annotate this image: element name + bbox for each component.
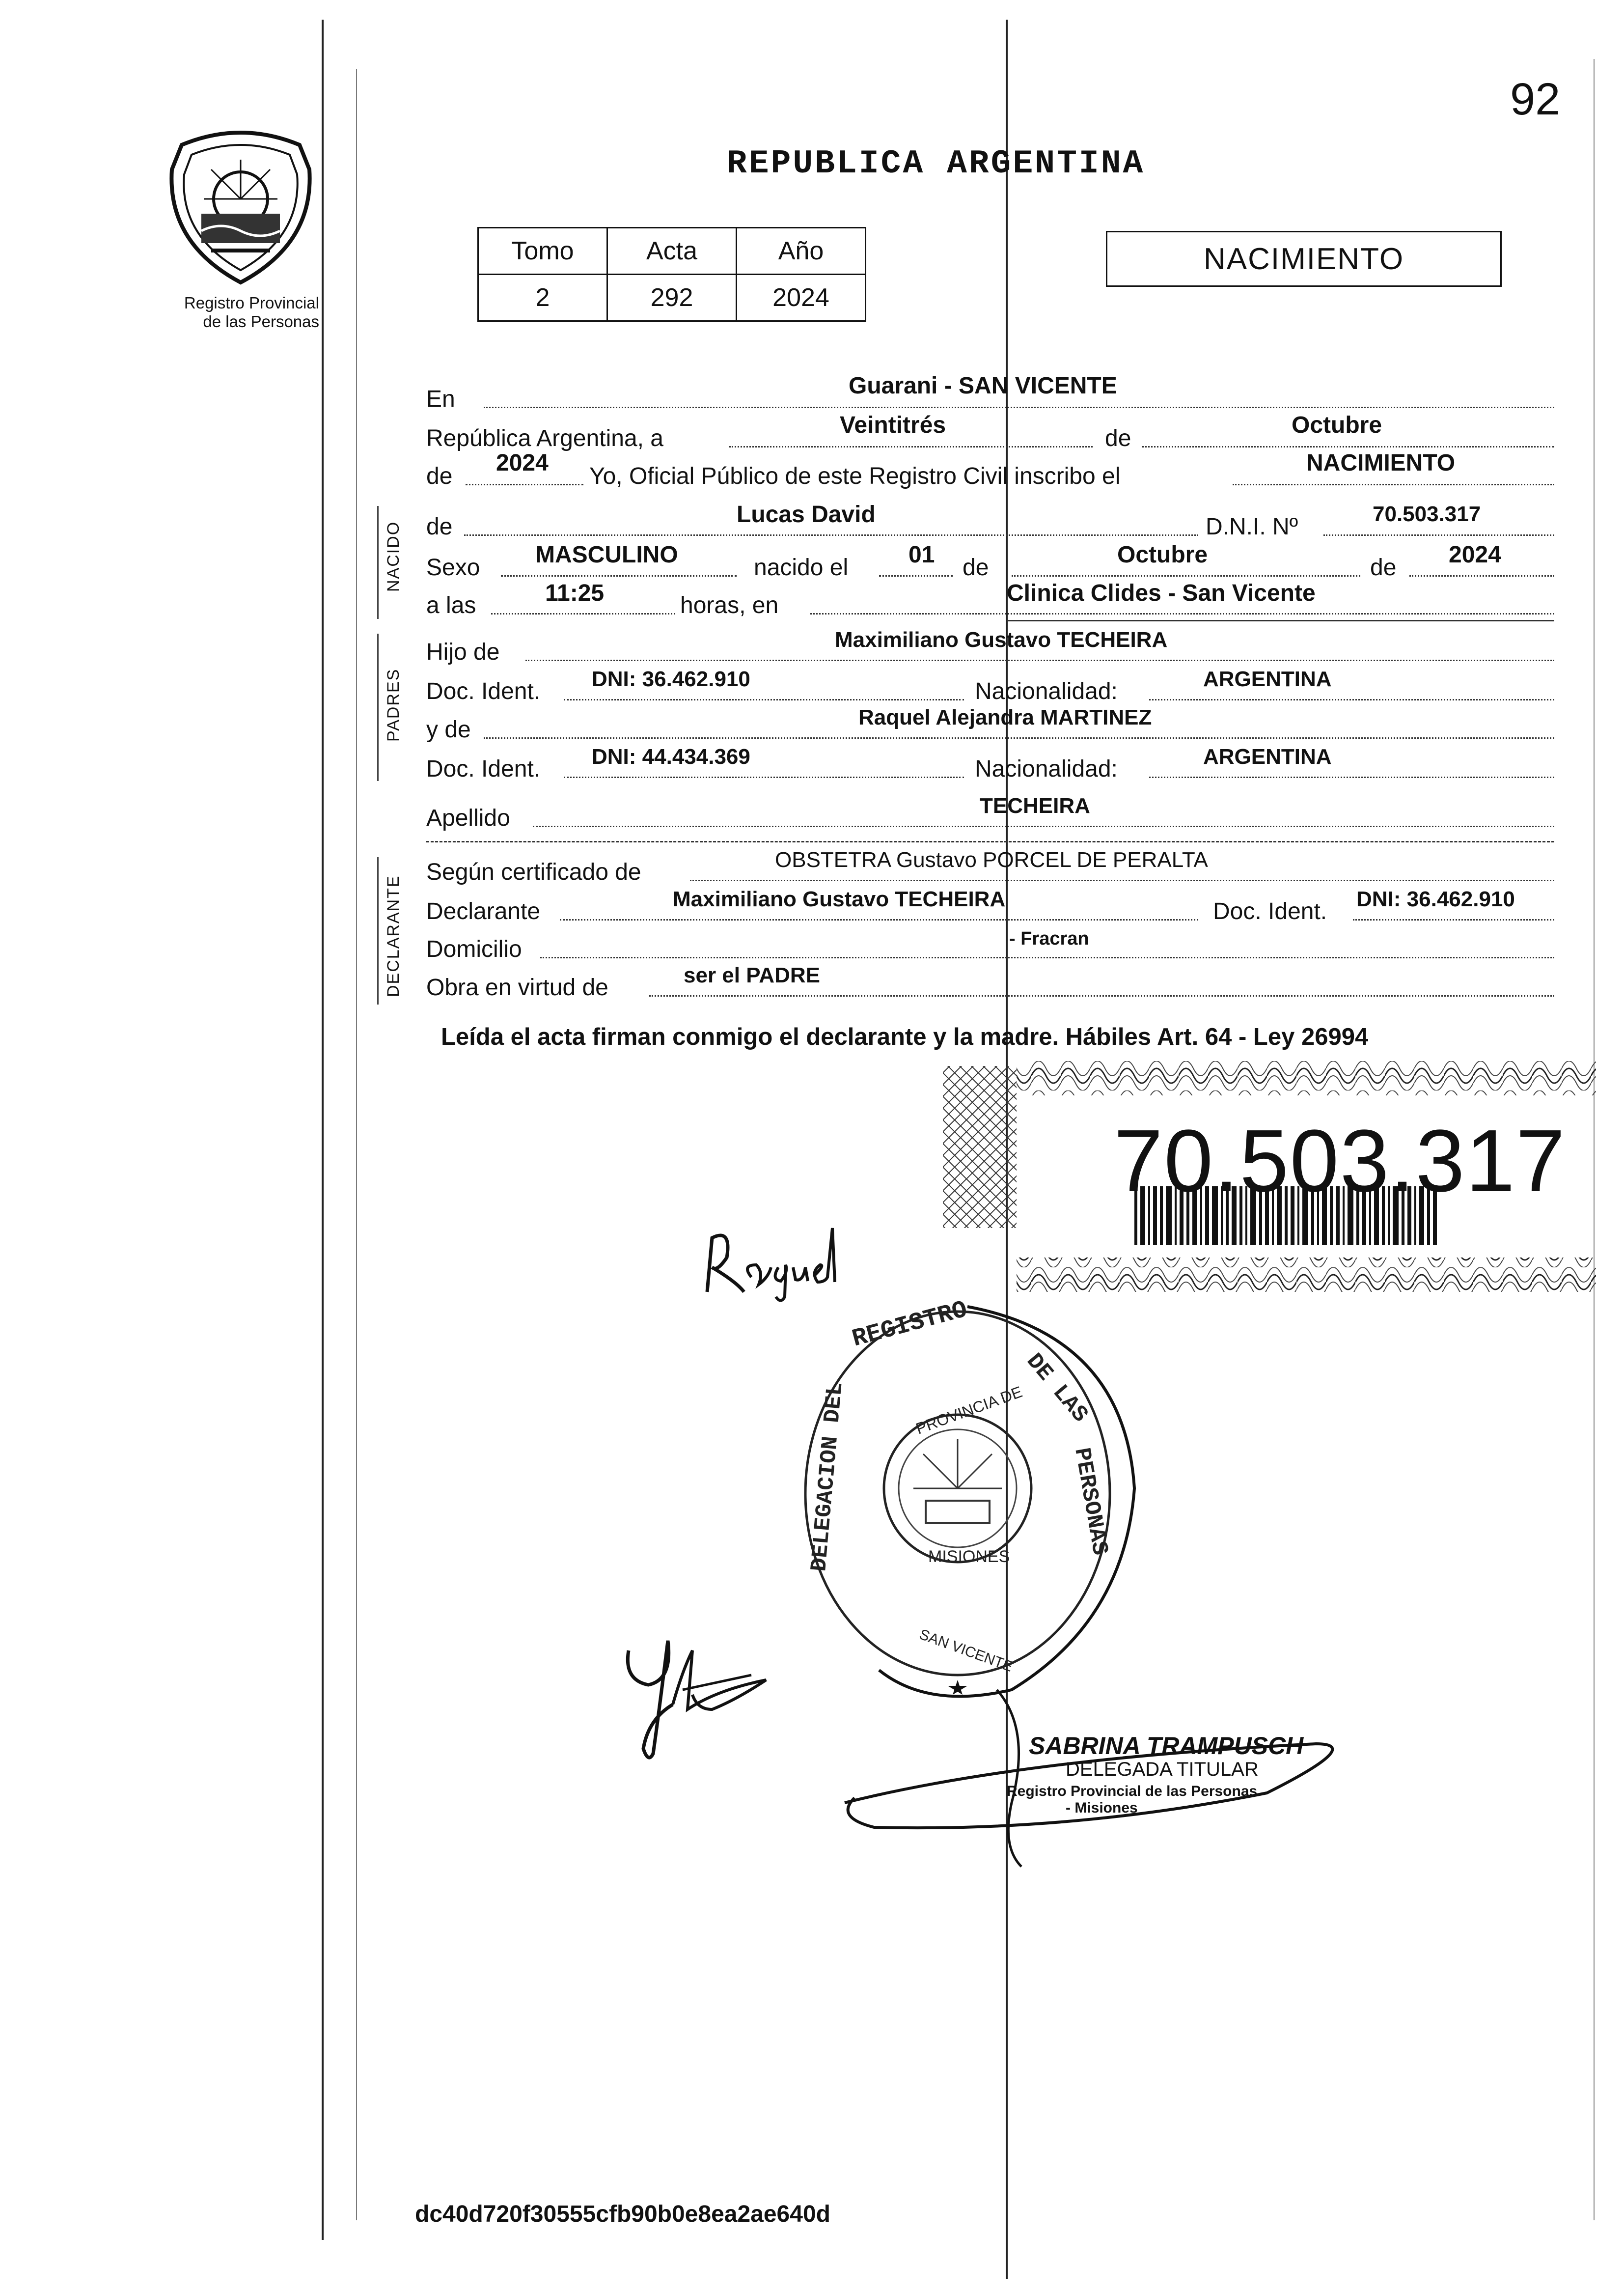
- svg-text:REGISTRO: REGISTRO: [849, 1296, 971, 1354]
- value-padre-nac: ARGENTINA: [1203, 667, 1332, 691]
- label-horas-en: horas, en: [680, 592, 779, 618]
- svg-text:PERSONAS: PERSONAS: [1069, 1446, 1113, 1557]
- dots-row7: [525, 660, 1554, 661]
- record-header-tomo: Tomo: [478, 228, 607, 275]
- dots-row9: [484, 737, 1554, 739]
- label-sexo: Sexo: [426, 555, 480, 581]
- value-anio: 2024: [496, 450, 549, 476]
- label-hijo-de: Hijo de: [426, 639, 500, 665]
- value-domicilio: - Fracran: [1009, 928, 1089, 949]
- value-hora: 11:25: [545, 580, 605, 606]
- label-de-mes: de: [1105, 425, 1131, 451]
- page-number: 92: [1510, 74, 1561, 124]
- value-madre-doc: DNI: 44.434.369: [592, 745, 750, 769]
- registry-name-line1: Registro Provincial: [184, 294, 319, 312]
- dots-row4a: [464, 534, 1198, 536]
- value-dia-nac: 01: [908, 542, 935, 568]
- dots-row13b: [1353, 919, 1554, 921]
- label-de-anio2: de: [1370, 555, 1397, 581]
- registry-name: [157, 294, 319, 331]
- label-segun-certificado: Según certificado de: [426, 859, 641, 885]
- label-obra-en-virtud: Obra en virtud de: [426, 975, 608, 1001]
- value-mes: Octubre: [1292, 412, 1382, 438]
- province-logo: [162, 125, 319, 287]
- dots-row6b: [810, 613, 1554, 615]
- dots-row2a: [729, 446, 1093, 447]
- value-dni: 70.503.317: [1373, 502, 1481, 526]
- label-de-fecha: de: [963, 555, 989, 581]
- declarante-bracket: [377, 857, 379, 1005]
- dots-row14: [540, 957, 1554, 958]
- label-en: En: [426, 386, 455, 412]
- closing-note: Leída el acta firman conmigo el declarante y la madre. Hábiles Art. 64 - Ley 26994: [441, 1024, 1369, 1050]
- section-declarante: DECLARANTE: [384, 875, 403, 997]
- record-value-tomo: 2: [478, 275, 607, 321]
- section-padres: PADRES: [384, 668, 403, 742]
- official-org: [1007, 1783, 1257, 1817]
- nacido-bracket: [377, 506, 379, 619]
- scan-line-left: [322, 20, 324, 2240]
- dots-row3a: [466, 484, 583, 485]
- registry-name-line2: de las Personas: [203, 312, 319, 331]
- label-nacido-el: nacido el: [754, 555, 849, 581]
- label-declarante: Declarante: [426, 898, 541, 924]
- dots-row12: [690, 880, 1554, 881]
- label-a-las: a las: [426, 592, 476, 618]
- dots-row6a: [491, 613, 675, 615]
- label-apellido: Apellido: [426, 805, 510, 831]
- official-org-line1: Registro Provincial de las Personas: [1007, 1783, 1258, 1799]
- dots-row8b: [1149, 699, 1554, 700]
- value-lugar: Guarani - SAN VICENTE: [849, 373, 1117, 399]
- signature-declarant: [619, 1621, 776, 1768]
- dots-row5b: [879, 575, 953, 577]
- label-de-anio: de: [426, 463, 453, 489]
- value-lugar-nac: Clinica Clides - San Vicente: [1007, 580, 1316, 606]
- label-de-nombre: de: [426, 514, 453, 540]
- rule-after-apellido: [426, 841, 1554, 842]
- official-stamp: [781, 1277, 1154, 1719]
- official-title: DELEGADA TITULAR: [1066, 1759, 1259, 1780]
- label-y-de: y de: [426, 717, 471, 743]
- section-nacido: NACIDO: [384, 521, 403, 592]
- dots-row2b: [1142, 446, 1554, 447]
- value-declarante-doc: DNI: 36.462.910: [1356, 887, 1515, 911]
- value-madre-nac: ARGENTINA: [1203, 745, 1332, 769]
- document-hash: dc40d720f30555cfb90b0e8ea2ae640d: [415, 2201, 830, 2227]
- dots-row3b: [1233, 484, 1554, 485]
- rule-after-nacido: [1007, 620, 1554, 621]
- value-madre: Raquel Alejandra MARTINEZ: [858, 705, 1152, 729]
- value-dia-letras: Veintitrés: [840, 412, 946, 438]
- dots-row10b: [1149, 777, 1554, 778]
- padres-bracket: [377, 634, 379, 781]
- dots-row4b: [1323, 534, 1554, 536]
- country-title: REPUBLICA ARGENTINA: [727, 145, 1145, 183]
- label-doc-ident2: Doc. Ident.: [426, 756, 541, 782]
- label-nacionalidad: Nacionalidad:: [975, 678, 1118, 704]
- value-nombre: Lucas David: [737, 502, 876, 528]
- official-org-line2: - Misiones: [1066, 1800, 1138, 1816]
- dots-row5c: [1012, 575, 1360, 577]
- label-republica: República Argentina, a: [426, 425, 663, 451]
- label-doc-ident: Doc. Ident.: [426, 678, 541, 704]
- label-domicilio: Domicilio: [426, 936, 522, 962]
- svg-text:MISIONES: MISIONES: [928, 1547, 1010, 1566]
- svg-text:DELEGACION DEL: DELEGACION DEL: [806, 1381, 849, 1573]
- record-header-anio: Año: [737, 228, 866, 275]
- svg-text:SAN VICENTE: SAN VICENTE: [917, 1626, 1015, 1675]
- record-header-acta: Acta: [607, 228, 737, 275]
- label-nacionalidad2: Nacionalidad:: [975, 756, 1118, 782]
- label-doc-ident3: Doc. Ident.: [1213, 898, 1327, 924]
- dots-row8a: [564, 699, 964, 700]
- value-declarante: Maximiliano Gustavo TECHEIRA: [673, 887, 1006, 911]
- value-certificado: OBSTETRA Gustavo PORCEL DE PERALTA: [775, 848, 1208, 872]
- dots-row15: [649, 995, 1554, 997]
- value-sexo: MASCULINO: [535, 542, 678, 568]
- dots-row13a: [560, 919, 1198, 921]
- label-dni: D.N.I. Nº: [1206, 514, 1298, 540]
- label-yo-oficial: Yo, Oficial Público de este Registro Civil inscribo el: [589, 463, 1121, 489]
- dots-row11: [533, 826, 1554, 827]
- value-mes-nac: Octubre: [1117, 542, 1208, 568]
- value-padre: Maximiliano Gustavo TECHEIRA: [835, 628, 1168, 652]
- scan-line-margin: [356, 69, 357, 2220]
- value-apellido: TECHEIRA: [980, 794, 1090, 818]
- value-padre-doc: DNI: 36.462.910: [592, 667, 750, 691]
- value-obra-en-virtud: ser el PADRE: [684, 963, 820, 987]
- dots-row5d: [1409, 575, 1554, 577]
- record-table: [477, 227, 866, 322]
- dots-row5a: [501, 575, 737, 577]
- dots-row1: [484, 407, 1554, 408]
- record-value-anio: 2024: [737, 275, 866, 321]
- svg-text:DE LAS: DE LAS: [1021, 1348, 1093, 1427]
- official-name: SABRINA TRAMPUSCH: [1029, 1732, 1304, 1760]
- value-anio-nac: 2024: [1449, 542, 1501, 568]
- record-type-box: NACIMIENTO: [1106, 231, 1502, 287]
- svg-text:PROVINCIA DE: PROVINCIA DE: [913, 1382, 1025, 1438]
- value-acto: NACIMIENTO: [1306, 450, 1456, 476]
- record-value-acta: 292: [607, 275, 737, 321]
- id-sticker-number: 70.503.317: [1114, 1112, 1566, 1210]
- dots-row10a: [564, 777, 964, 778]
